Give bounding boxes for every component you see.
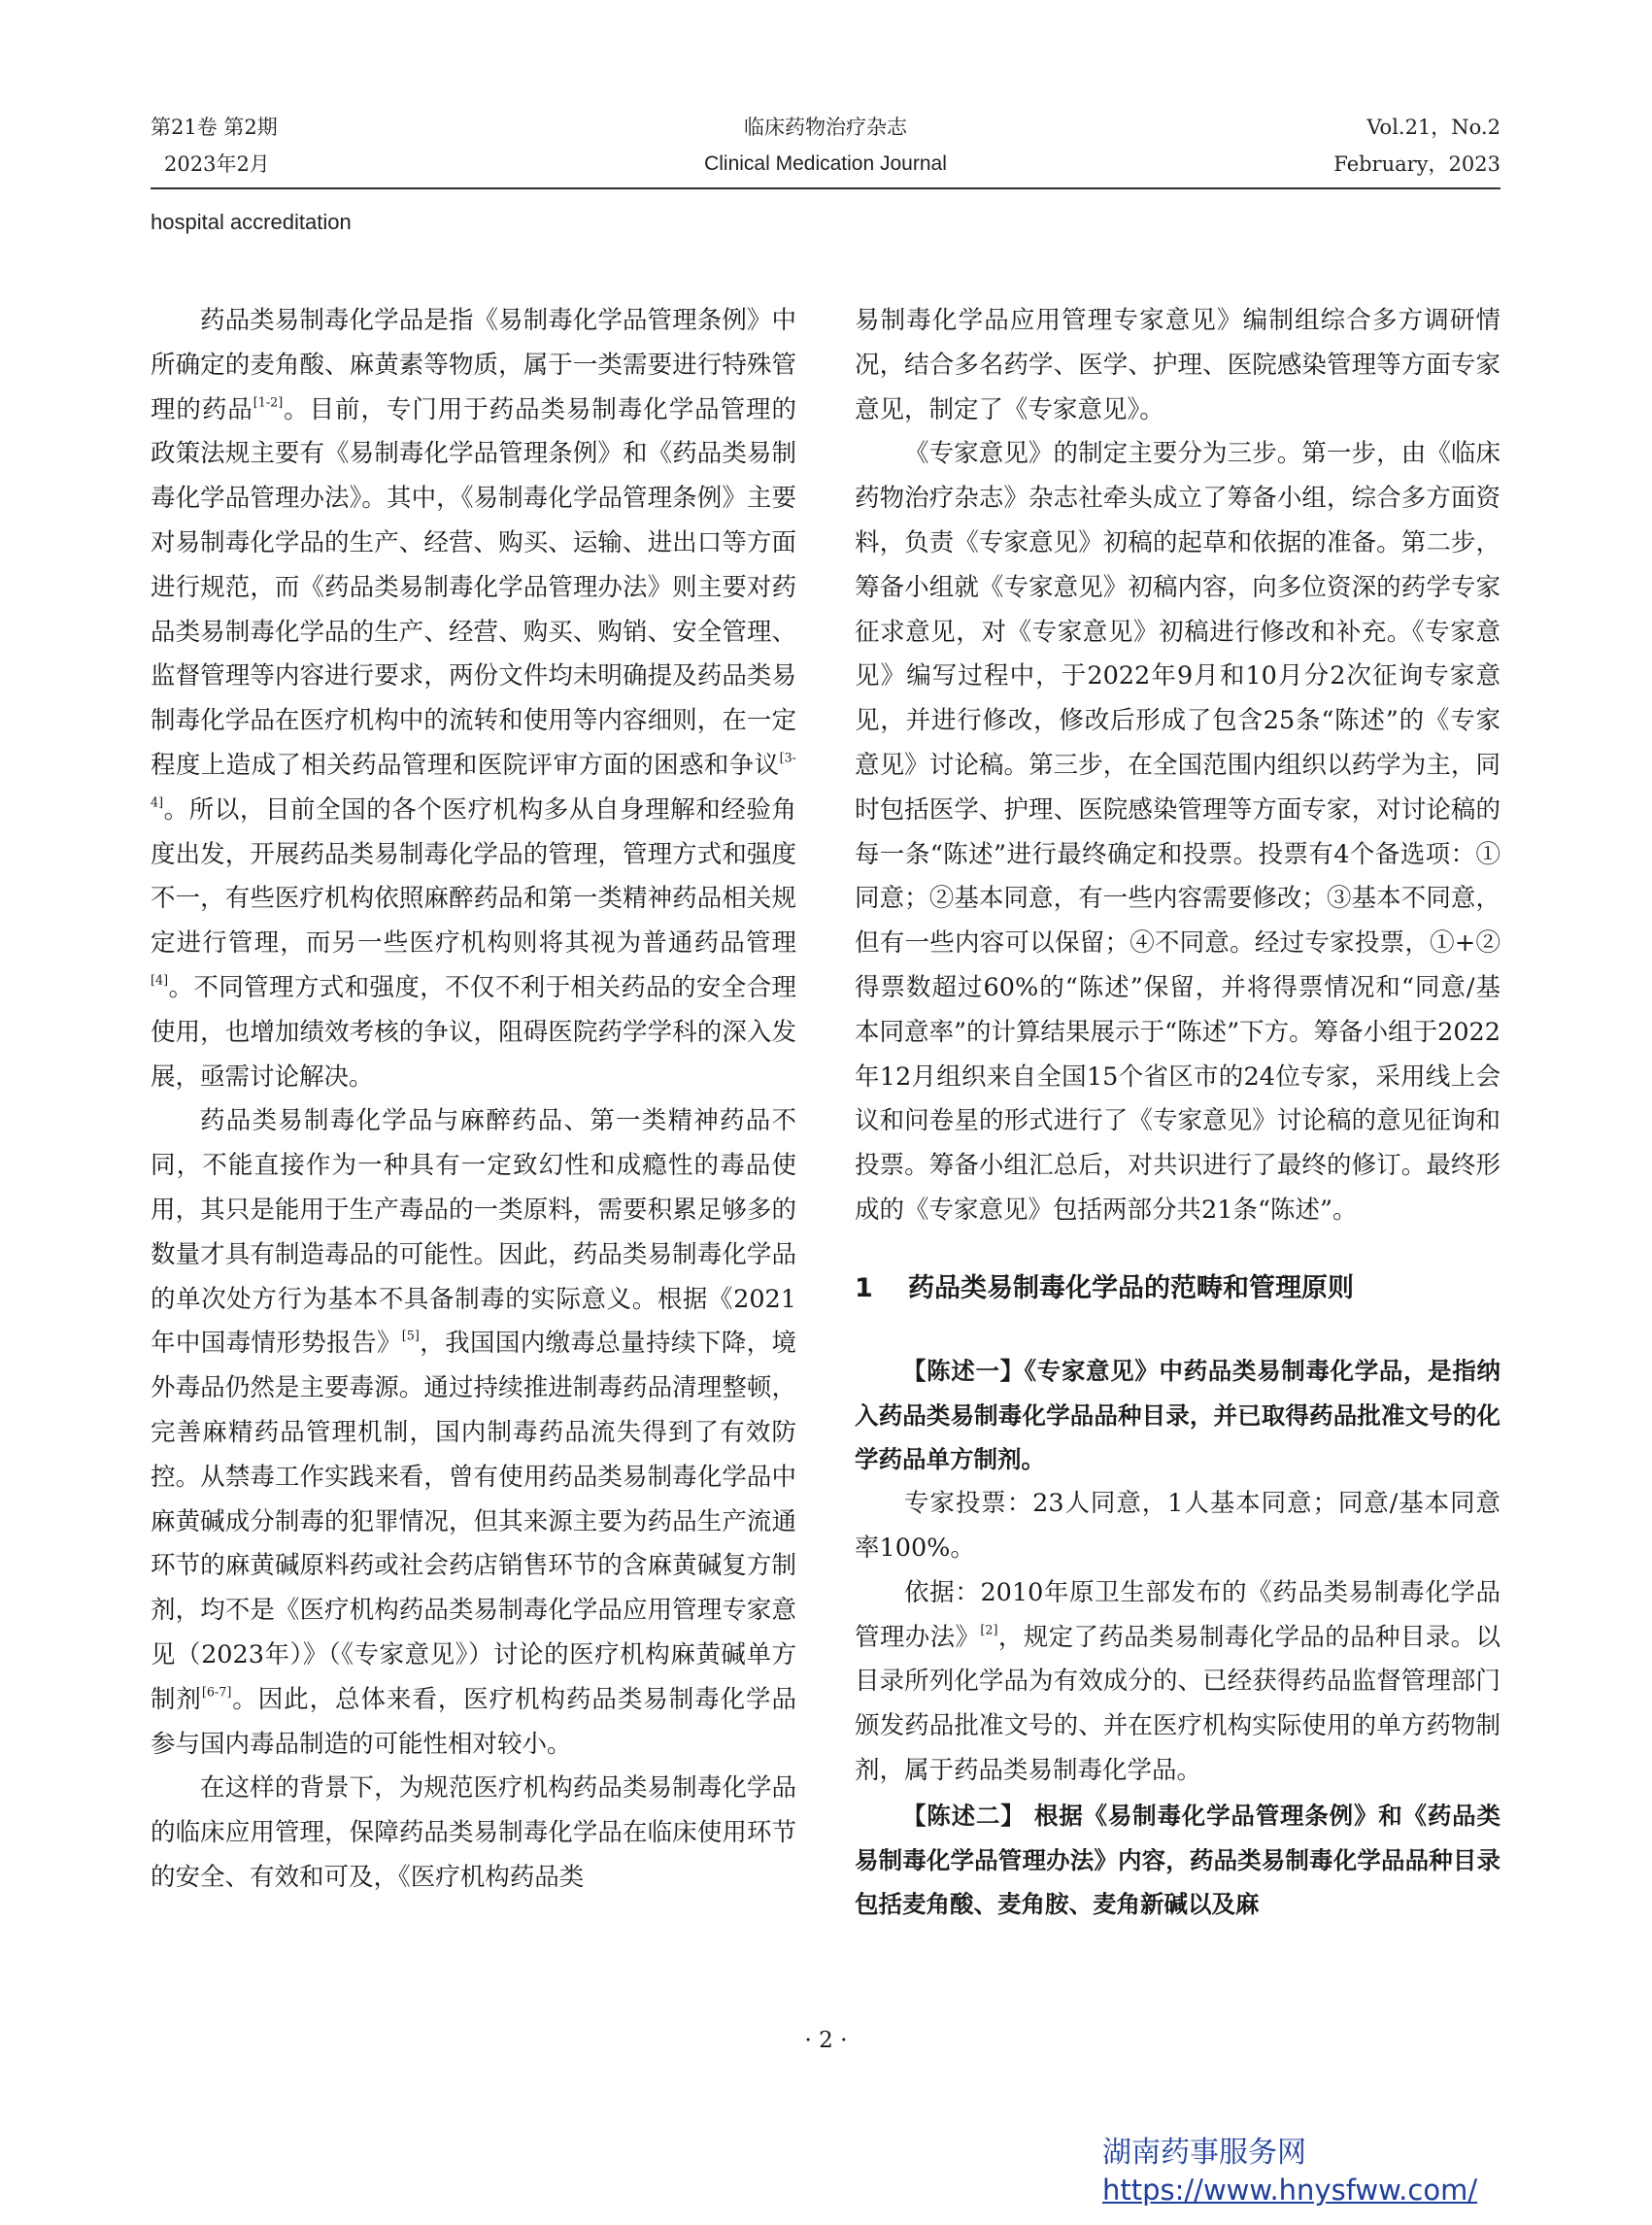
header-rule bbox=[151, 187, 1500, 189]
journal-title-cn: 临床药物治疗杂志 bbox=[744, 116, 907, 139]
citation: [2] bbox=[980, 1623, 998, 1638]
header-right bbox=[1333, 109, 1500, 183]
volume-label: Vol.21，No.2 bbox=[1366, 116, 1500, 139]
watermark bbox=[1102, 2135, 1477, 2208]
running-header bbox=[151, 109, 1500, 186]
paragraph: 药品类易制毒化学品与麻醉药品、第一类精神药品不同，不能直接作为一种具有一定致幻性和成瘾性的毒品使用，其只是能用于生产毒品的一类原料，需要积累足够多的数量才具有制造毒品的可能性。因此，药品类易制毒化学品的单次处方行为基本不具备制毒的实际意义。根据《2021年中国毒情形势报告》[5]，我国国内缴毒总量持续下降，境外毒品仍然是主要毒源。通过持续推进制毒药品清理整顿，完善麻精药品管理机制，国内制毒药品流失得到了有效防控。从禁毒工作实践来看，曾有使用药品类易制毒化学品中麻黄碱成分制毒的犯罪情况，但其来源主要为药品生产流通环节的麻黄碱原料药或社会药店销售环节的含麻黄碱复方制剂，均不是《医疗机构药品类易制毒化学品应用管理专家意见（2023年）》（《专家意见》）讨论的医疗机构麻黄碱单方制剂[6-7]。因此，总体来看，医疗机构药品类易制毒化学品参与国内毒品制造的可能性相对较小。 bbox=[151, 1106, 796, 1759]
right-column bbox=[855, 299, 1500, 1927]
section-number: 1 bbox=[855, 1272, 873, 1303]
page-number: · 2 · bbox=[804, 2028, 848, 2053]
citation: [4] bbox=[151, 973, 169, 989]
header-center bbox=[151, 109, 1500, 183]
paragraph: 易制毒化学品应用管理专家意见》编制组综合多方调研情况，结合多名药学、医学、护理、医院感染管理等方面专家意见，制定了《专家意见》。 bbox=[855, 306, 1500, 424]
statement-2: 【陈述二】 根据《易制毒化学品管理条例》和《药品类易制毒化学品管理办法》内容，药品类易制毒化学品品种目录包括麦角酸、麦角胺、麦角新碱以及麻 bbox=[855, 1801, 1500, 1919]
citation: [6-7] bbox=[201, 1685, 232, 1701]
paragraph: 在这样的背景下，为规范医疗机构药品类易制毒化学品的临床应用管理，保障药品类易制毒化学品在临床使用环节的安全、有效和可及，《医疗机构药品类 bbox=[151, 1773, 796, 1892]
date-cn: 2023年2月 bbox=[164, 152, 270, 176]
journal-title-en: Clinical Medication Journal bbox=[704, 152, 947, 175]
citation: [1-2] bbox=[253, 395, 284, 411]
statement-1: 【陈述一】《专家意见》中药品类易制毒化学品，是指纳入药品类易制毒化学品品种目录，并已取得药品批准文号的化学药品单方制剂。 bbox=[855, 1356, 1500, 1474]
vote-result: 专家投票：23人同意，1人基本同意；同意/基本同意率100%。 bbox=[855, 1489, 1500, 1563]
paragraph: 《专家意见》的制定主要分为三步。第一步，由《临床药物治疗杂志》杂志社牵头成立了筹备小组，综合多方面资料，负责《专家意见》初稿的起草和依据的准备。第二步，筹备小组就《专家意见》初稿内容，向多位资深的药学专家征求意见，对《专家意见》初稿进行修改和补充。《专家意见》编写过程中，于2022年9月和10月分2次征询专家意见，并进行修改，修改后形成了包含25条“陈述”的《专家意见》讨论稿。第三步，在全国范围内组织以药学为主，同时包括医学、护理、医院感染管理等方面专家，对讨论稿的每一条“陈述”进行最终确定和投票。投票有4个备选项：①同意；②基本同意，有一些内容需要修改；③基本不同意，但有一些内容可以保留；④不同意。经过专家投票，①+②得票数超过60%的“陈述”保留，并将得票情况和“同意/基本同意率”的计算结果展示于“陈述”下方。筹备小组于2022年12月组织来自全国15个省区市的24位专家，采用线上会议和问卷星的形式进行了《专家意见》讨论稿的意见征询和投票。筹备小组汇总后，对共识进行了最终的修订。最终形成的《专家意见》包括两部分共21条“陈述”。 bbox=[855, 439, 1501, 1225]
paragraph: 药品类易制毒化学品是指《易制毒化学品管理条例》中所确定的麦角酸、麻黄素等物质，属于一类需要进行特殊管理的药品[1-2]。目前，专门用于药品类易制毒化学品管理的政策法规主要有《易制毒化学品管理条例》和《药品类易制毒化学品管理办法》。其中，《易制毒化学品管理条例》主要对易制毒化学品的生产、经营、购买、运输、进出口等方面进行规范，而《药品类易制毒化学品管理办法》则主要对药品类易制毒化学品的生产、经营、购买、购销、安全管理、监督管理等内容进行要求，两份文件均未明确提及药品类易制毒化学品在医疗机构中的流转和使用等内容细则，在一定程度上造成了相关药品管理和医院评审方面的困惑和争议[3-4]。所以，目前全国的各个医疗机构多从自身理解和经验角度出发，开展药品类易制毒化学品的管理，管理方式和强度不一，有些医疗机构依照麻醉药品和第一类精神药品相关规定进行管理，而另一些医疗机构则将其视为普通药品管理[4]。不同管理方式和强度，不仅不利于相关药品的安全合理使用，也增加绩效考核的争议，阻碍医院药学学科的深入发展，亟需讨论解决。 bbox=[151, 306, 796, 1092]
watermark-url[interactable]: https://www.hnysfww.com/ bbox=[1102, 2174, 1478, 2207]
citation: [5] bbox=[401, 1329, 420, 1344]
issue-label: 第21卷 第2期 bbox=[151, 116, 278, 139]
preamble-text: hospital accreditation bbox=[151, 210, 352, 234]
date-en: February，2023 bbox=[1333, 152, 1500, 176]
section-title: 药品类易制毒化学品的范畴和管理原则 bbox=[908, 1272, 1354, 1303]
section-heading bbox=[855, 1266, 1500, 1310]
watermark-site-name: 湖南药事服务网 bbox=[1102, 2136, 1306, 2170]
basis-paragraph: 依据：2010年原卫生部发布的《药品类易制毒化学品管理办法》[2]，规定了药品类易制毒化学品的品种目录。以目录所列化学品为有效成分的、已经获得药品监督管理部门颁发药品批准文号的、并在医疗机构实际使用的单方药物制剂，属于药品类易制毒化学品。 bbox=[855, 1577, 1500, 1785]
citation: [3-4] bbox=[151, 751, 796, 811]
left-column bbox=[151, 299, 796, 1901]
